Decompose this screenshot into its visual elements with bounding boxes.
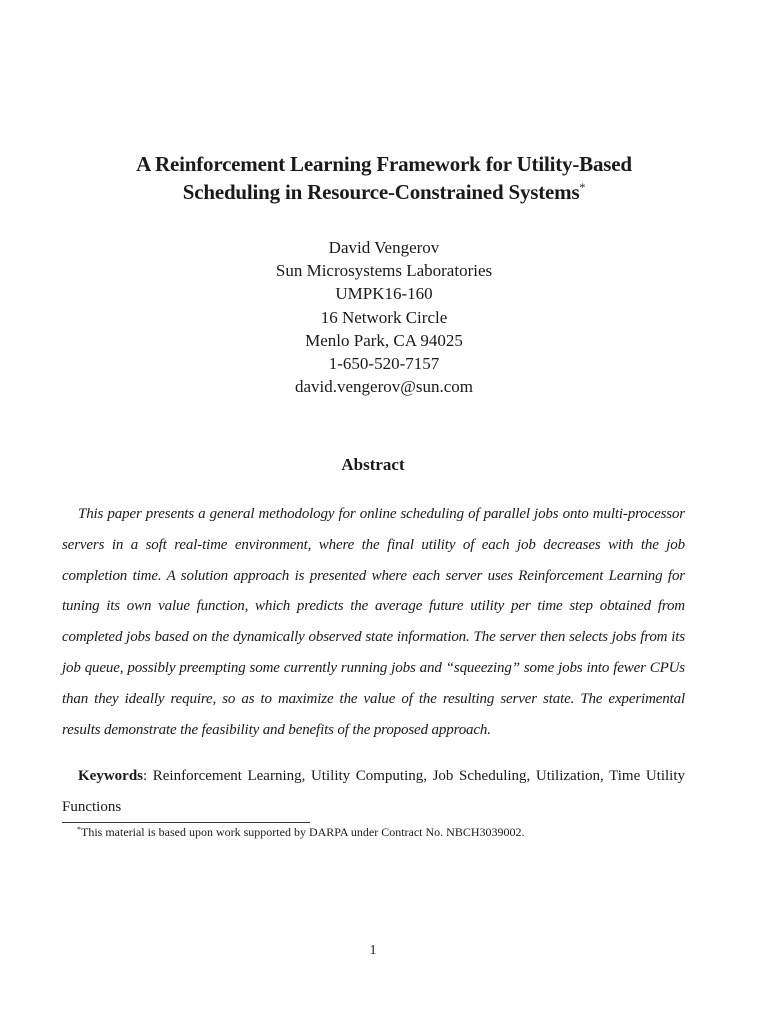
footnote-mark: * [77,825,81,834]
title-line-2-text: Scheduling in Resource-Constrained Systems [182,180,580,204]
author-phone: 1-650-520-7157 [328,354,440,374]
abstract-body: This paper presents a general methodology for online scheduling of parallel jobs onto multi-processor servers in a soft real-time environment, where the final utility of each job decreases with the job completion time. A solution approach is presented where each server uses Reinforcement Learning for tuning its own value function, which predicts the average future utility per time step obtained from completed jobs based on the dynamically observed state information. The server then selects jobs from its job queue, possibly preempting some currently running jobs and “squeezing” some jobs into fewer CPUs than they ideally require, so as to maximize the value of the resulting server state. The experimental results demonstrate the feasibility and benefits of the proposed approach. [62,506,685,738]
title-line-1: A Reinforcement Learning Framework for Utility-Based [136,152,632,176]
abstract-heading: Abstract [341,455,405,474]
keywords-text: : Reinforcement Learning, Utility Computing, Job Scheduling, Utilization, Time Utility Functions [62,768,685,815]
keywords-label: Keywords [78,768,143,784]
author-street: 16 Network Circle [320,307,448,327]
author-mailstop: UMPK16-160 [335,284,433,304]
page-number: 1 [369,943,377,958]
author-block [0,236,768,398]
keywords-paragraph [62,761,685,823]
author-name: David Vengerov [328,238,440,257]
paper-title [0,150,768,206]
author-affiliation: Sun Microsystems Laboratories [275,261,493,281]
author-city: Menlo Park, CA 94025 [305,330,463,350]
footnote [77,824,677,840]
title-footnote-mark: * [579,180,586,194]
title-line-2 [0,178,768,206]
footnote-rule [62,822,310,823]
author-email: david.vengerov@sun.com [294,377,474,397]
footnote-text: This material is based upon work supported by DARPA under Contract No. NBCH3039002. [81,825,525,839]
